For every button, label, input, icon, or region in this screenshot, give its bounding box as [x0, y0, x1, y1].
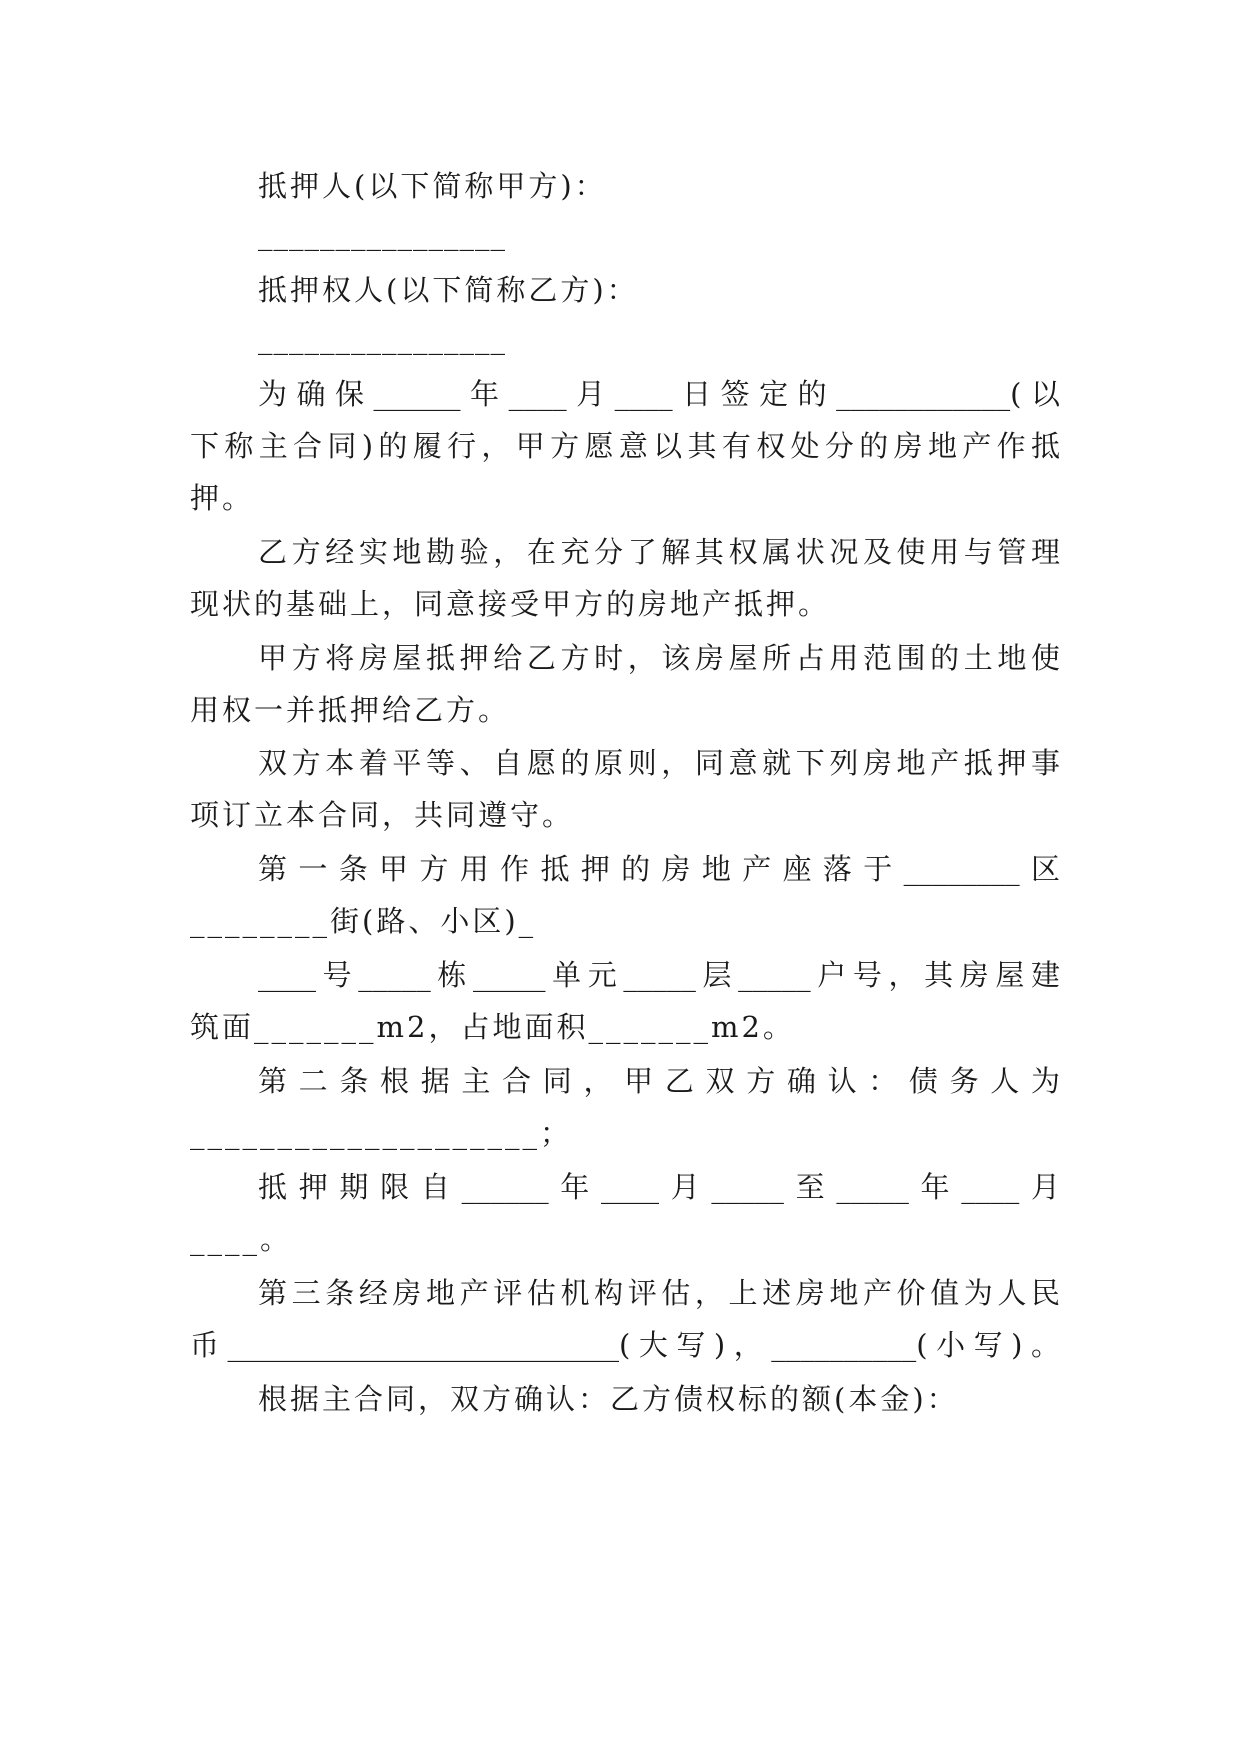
paragraph-line: 甲方将房屋抵押给乙方时，该房屋所占用范围的土地使: [258, 641, 1060, 675]
paragraph-line: 为确保______年____月____日签定的____________(以: [258, 377, 1060, 411]
paragraph-line: 现状的基础上，同意接受甲方的房地产抵押。: [190, 587, 831, 621]
article-2-line: 第二条根据主合同，甲乙双方确认：债务人为: [258, 1064, 1060, 1098]
paragraph-line: 双方本着平等、自愿的原则，同意就下列房地产抵押事: [258, 746, 1060, 780]
mortgagee-label: 抵押权人(以下简称乙方)：: [258, 273, 639, 307]
paragraph-line: 乙方经实地勘验，在充分了解其权属状况及使用与管理: [258, 535, 1060, 569]
paragraph-line: 下称主合同)的履行，甲方愿意以其有权处分的房地产作抵: [190, 429, 1060, 463]
paragraph-line: 用权一并抵押给乙方。: [190, 693, 511, 727]
mortgagor-label: 抵押人(以下简称甲方)：: [258, 169, 607, 203]
paragraph-line: 项订立本合同，共同遵守。: [190, 798, 575, 832]
article-1-line: 筑面_______m2，占地面积_______m2。: [190, 1010, 795, 1044]
article-2-line: 抵押期限自______年____月_____至_____年____月: [258, 1170, 1060, 1204]
mortgagor-blank: ________________: [258, 217, 506, 251]
article-3-line: 根据主合同，双方确认：乙方债权标的额(本金)：: [258, 1382, 959, 1416]
article-3-line: 币___________________________(大写)，__________(小写)。: [190, 1328, 1060, 1362]
article-1-line: ____号_____栋_____单元_____层_____户号，其房屋建: [258, 958, 1060, 992]
article-1-line: 第一条甲方用作抵押的房地产座落于________区: [258, 852, 1060, 886]
article-3-line: 第三条经房地产评估机构评估，上述房地产价值为人民: [258, 1276, 1060, 1310]
article-1-line: ________街(路、小区)_: [190, 904, 537, 938]
article-2-line: ____。: [190, 1222, 293, 1256]
article-2-line: ____________________；: [190, 1116, 573, 1150]
mortgagee-blank: ________________: [258, 321, 506, 355]
paragraph-line: 押。: [190, 481, 255, 515]
